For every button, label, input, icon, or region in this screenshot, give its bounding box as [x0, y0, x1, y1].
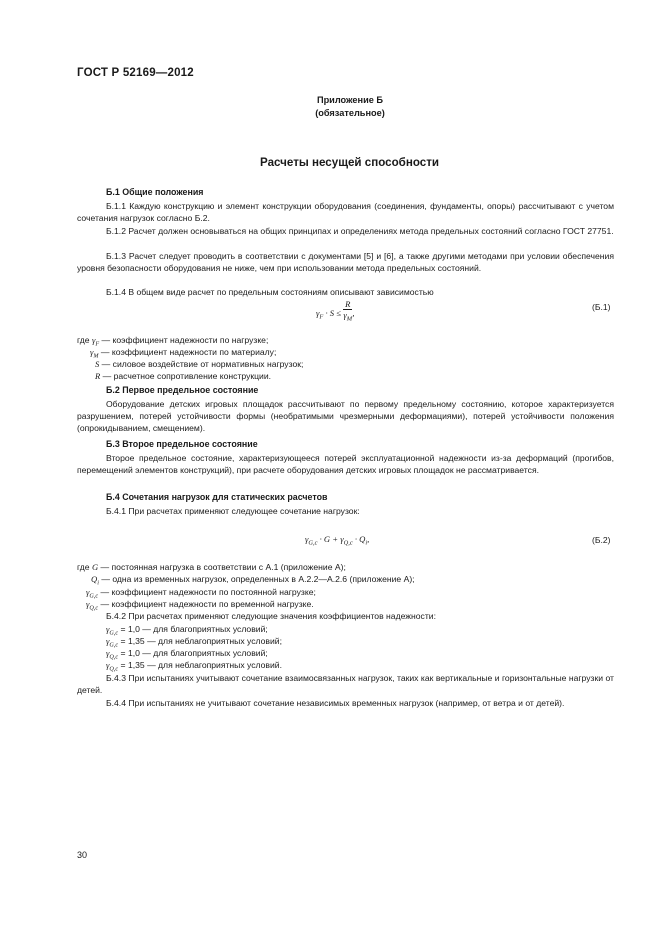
value-line-4: $\gamma_{Q,c} = 1,35$ — для неблагоприятных условий. [106, 660, 282, 673]
equation-number-b4: (Б.2) [592, 535, 611, 545]
formula-b4: $\gamma_{G,c} \cdot G + \gamma_{Q,c} \cdot Q_i$, [305, 534, 370, 547]
value-line-3: $\gamma_{Q,c} = 1,0$ — для благоприятных условий; [106, 648, 268, 661]
where-line-1: где $\gamma_F$ — коэффициент надежности по нагрузке; [77, 335, 269, 348]
equation-number-b1: (Б.1) [592, 302, 611, 312]
section-heading-b1: Б.1 Общие положения [106, 187, 204, 197]
paragraph-b4-3: Б.4.3 При испытаниях учитывают сочетание взаимосвязанных нагрузок, таких как вертикальные и горизонтальные нагрузки от детей. [77, 673, 614, 696]
where-line-4: R — расчетное сопротивление конструкции. [95, 371, 272, 381]
paragraph-b1-4: Б.1.4 В общем виде расчет по предельным состояниям описывают зависимостью [106, 287, 434, 297]
formula-b1-fraction: $\frac{R}{\gamma_M}$ [343, 299, 353, 323]
where-line-7: $\gamma_{G,c}$ — коэффициент надежности по постоянной нагрузке; [86, 587, 316, 600]
value-line-1: $\gamma_{G,c} = 1,0$ — для благоприятных условий; [106, 624, 268, 637]
paragraph-b1-2: Б.1.2 Расчет должен основываться на общих принципах и определениях метода предельных состояний согласно ГОСТ 27751. [106, 226, 614, 236]
paragraph-b1-3: Б.1.3 Расчет следует проводить в соответствии с документами [5] и [6], а также другими методами при условии обеспечения уровня безопасности оборудования не ниже, чем при использовании метода предельных состояний. [77, 251, 614, 274]
paragraph-b2-1: Оборудование детских игровых площадок рассчитывают по первому предельному состоянию, которое характеризуется разрушением, потерей устойчивости формы (необратимыми чрезмерными деформациями), потерей устойчивости положения (опрокидыванием, смещением). [77, 399, 614, 434]
section-heading-b2: Б.2 Первое предельное состояние [106, 385, 259, 395]
section-heading-b3: Б.3 Второе предельное состояние [106, 439, 258, 449]
page-title: Расчеты несущей способности [260, 156, 440, 169]
formula-b1: $\gamma_F \cdot S$ ≤ $\frac{R}{\gamma_M}$ , [316, 299, 355, 323]
paragraph-b4-2: Б.4.2 При расчетах применяют следующие значения коэффициентов надежности: [106, 611, 436, 621]
annex-kind: (обязательное) [315, 108, 385, 118]
where-line-8: $\gamma_{Q,c}$ — коэффициент надежности по временной нагрузке. [86, 599, 314, 612]
where-line-5: где G — постоянная нагрузка в соответствии с А.1 (приложение А); [77, 562, 346, 572]
paragraph-b3-1: Второе предельное состояние, характеризующееся потерей эксплуатационной надежности из-за деформаций (прогибов, перемещений элементов конструкций), при расчете оборудования детских игровых площадок не рассматривается. [77, 453, 614, 476]
where-line-2: $\gamma_M$ — коэффициент надежности по материалу; [90, 347, 277, 360]
value-line-2: $\gamma_{G,c} = 1,35$ — для неблагоприятных условий; [106, 636, 282, 649]
where-line-3: S — силовое воздействие от нормативных нагрузок; [95, 359, 304, 369]
where-line-6: $Q_i$ — одна из временных нагрузок, определенных в А.2.2—А.2.6 (приложение А); [91, 574, 415, 587]
annex-title: Приложение Б [316, 95, 384, 105]
paragraph-b4-4: Б.4.4 При испытаниях не учитывают сочетание независимых временных нагрузок (например, от ветра и от детей). [106, 698, 565, 708]
document-code: ГОСТ Р 52169—2012 [77, 67, 194, 79]
paragraph-b1-1: Б.1.1 Каждую конструкцию и элемент конструкции оборудования (соединения, фундаменты, опоры) рассчитывают с учетом сочетания нагрузок согласно Б.2. [77, 201, 614, 224]
page-number: 30 [77, 850, 88, 860]
section-heading-b4: Б.4 Сочетания нагрузок для статических расчетов [106, 492, 328, 502]
paragraph-b4-1: Б.4.1 При расчетах применяют следующее сочетание нагрузок: [106, 506, 360, 516]
